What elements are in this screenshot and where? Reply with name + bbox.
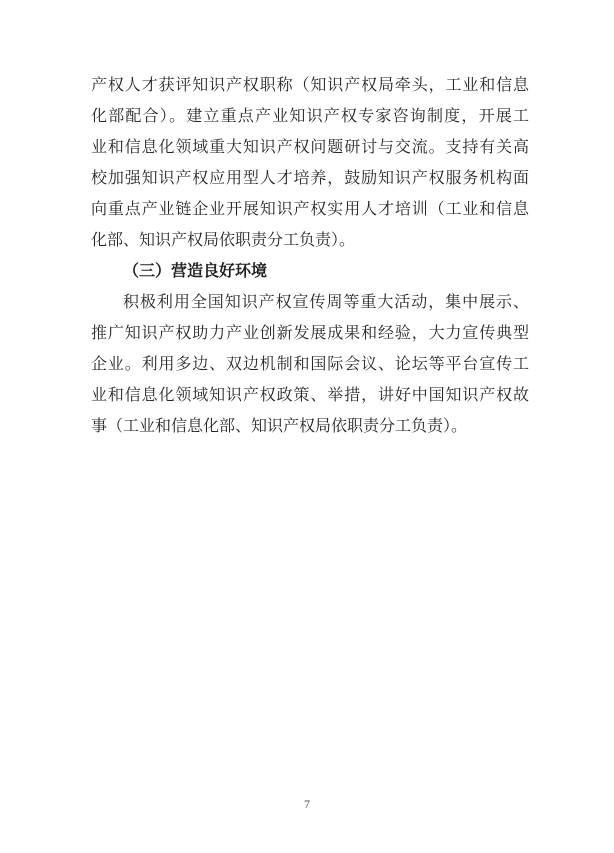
document-body bbox=[91, 70, 529, 442]
page-number: 7 bbox=[304, 797, 310, 811]
paragraph-line: 化部、知识产权局依职责分工负责）。 bbox=[91, 232, 356, 249]
paragraph-line: 产权人才获评知识产权职称（知识产权局牵头，工业和信息 bbox=[91, 77, 529, 94]
paragraph-line: 向重点产业链企业开展知识产权实用人才培训（工业和信息 bbox=[91, 201, 529, 218]
paragraph-line: 业和信息化领域知识产权政策、举措，讲好中国知识产权故 bbox=[91, 387, 529, 404]
section-heading: （三）营造良好环境 bbox=[123, 263, 268, 280]
paragraph-line: 积极利用全国知识产权宣传周等重大活动，集中展示、 bbox=[123, 294, 529, 311]
paragraph-line: 业和信息化领域重大知识产权问题研讨与交流。支持有关高 bbox=[91, 139, 529, 156]
paragraph-line: 化部配合）。建立重点产业知识产权专家咨询制度，开展工 bbox=[91, 108, 529, 125]
paragraph-line: 推广知识产权助力产业创新发展成果和经验，大力宣传典型 bbox=[91, 325, 529, 342]
paragraph-line: 企业。利用多边、双边机制和国际会议、论坛等平台宣传工 bbox=[91, 356, 529, 373]
paragraph-line: 校加强知识产权应用型人才培养，鼓励知识产权服务机构面 bbox=[91, 170, 529, 187]
paragraph-line: 事（工业和信息化部、知识产权局依职责分工负责）。 bbox=[91, 418, 468, 435]
